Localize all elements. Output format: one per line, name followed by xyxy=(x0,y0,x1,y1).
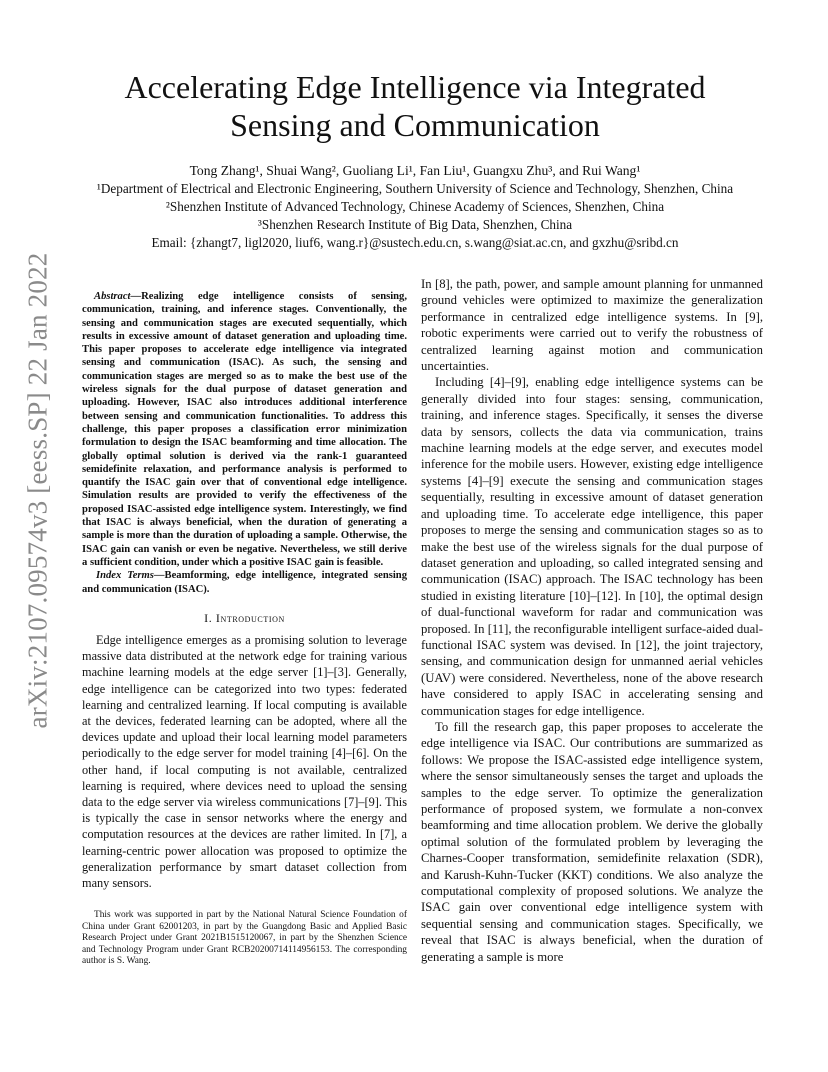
author-names: Tong Zhang¹, Shuai Wang², Guoliang Li¹, Fan Liu¹, Guangxu Zhu³, and Rui Wang¹ xyxy=(189,163,641,178)
right-paragraph-2: Including [4]–[9], enabling edge intelligence systems can be generally divided into four stages: sensing, communication, training, and inference stages. Specifically, it senses the diverse data by sensors, collects the data via communication, trains machine learning models at the edge server, and executes model inference for the mobile users. However, existing edge intelligence systems [4]–[9] execute the sensing and communication stages sequentially, resulting in excessive amount of dataset generation and uploading time. To accelerate edge intelligence, this paper proposes to merge the sensing and communication stages so as to make the best use of the wireless signals for the dual purpose of dataset generation and uploading, so called integrated sensing and communication (ISAC) approach. The ISAC technology has been studied in existing literature [10]–[12]. In [10], the optimal design of dual-functional waveform for radar and communication was proposed. In [11], the reconfigurable intelligent surface-aided dual-functional ISAC system was devised. In [12], the joint trajectory, sensing, and communication design for unmanned aerial vehicles (UAV) were considered. Nevertheless, none of the above research have considered to apply ISAC in accelerating sensing and communication stages for edge intelligence. xyxy=(421,375,763,718)
right-paragraph-1: In [8], the path, power, and sample amount planning for unmanned ground vehicles were optimized to maximize the generalization performance in centralized edge intelligence systems. In [9], robotic experiments were carried out to verify the robustness of centralized learning against motion and communication uncertainties. xyxy=(421,277,763,374)
left-column xyxy=(82,290,407,891)
abstract xyxy=(82,290,407,569)
title-line-2: Sensing and Communication xyxy=(230,107,600,143)
index-terms-lead: Index Terms xyxy=(96,570,154,582)
arxiv-identifier: arXiv:2107.09574v3 [eess.SP] 22 Jan 2022 xyxy=(22,252,53,728)
author-emails: Email: {zhangt7, ligl2020, liuf6, wang.r}@sustech.edu.cn, s.wang@siat.ac.cn, and gxzhu@sribd.cn xyxy=(151,235,679,250)
affiliation-2: ²Shenzhen Institute of Advanced Technology, Chinese Academy of Sciences, Shenzhen, China xyxy=(165,199,665,214)
abstract-text: —Realizing edge intelligence consists of sensing, communication, training, and inference stages. Conventionally, the sensing and communication stages are executed sequentially, which results in excessive amount of dataset generation and uploading time. This paper proposes to accelerate edge intelligence via integrated sensing and communication (ISAC). As such, the sensing and communication stages are merged so as to make the best use of the wireless signals for the dual purpose of dataset generation and uploading. However, ISAC also introduces additional interference between sensing and communication functionalities. To address this challenge, this paper proposes a classification error minimization formulation to design the ISAC beamforming and time allocation. The globally optimal solution is derived via the rank-1 guaranteed semidefinite relaxation, and performance analysis is performed to quantify the ISAC gain over that of conventional edge intelligence. Simulation results are provided to verify the effectiveness of the proposed ISAC-assisted edge intelligence system. Interestingly, we find that ISAC is always beneficial, when the duration of generating a sample is more than the duration of uploading a sample. Otherwise, the ISAC gain can vanish or even be negative. Nevertheless, we still derive a sufficient condition, under which a positive ISAC gain is feasible. xyxy=(82,291,407,568)
right-paragraph-3: To fill the research gap, this paper proposes to accelerate the edge intelligence via ISAC. Our contributions are summarized as follows: We propose the ISAC-assisted edge intelligence system, where the sensor simultaneously senses the target and uploads the samples to the edge server. To optimize the generalization performance of proposed system, we formulate a non-convex beamforming and time allocation problem. We derive the globally optimal solution of the formulated problem by leveraging the Charnes-Cooper transformation, semidefinite relaxation (SDR), and Karush-Kuhn-Tucker (KKT) conditions. We also analyze the computational complexity of proposed solutions. We analyze the ISAC gain over conventional edge intelligence system with sequential sensing and communication stages. Specifically, we reveal that ISAC is always beneficial, when the duration of generating a sample is more xyxy=(421,719,763,964)
abstract-lead: Abstract xyxy=(94,291,131,302)
affiliation-3: ³Shenzhen Research Institute of Big Data, Shenzhen, China xyxy=(257,217,573,232)
index-terms-text: —Beamforming, edge intelligence, integrated sensing and communication (ISAC). xyxy=(82,570,407,595)
arxiv-sidebar xyxy=(10,252,66,728)
paper-title xyxy=(60,68,770,144)
funding-footnote: This work was supported in part by the National Natural Science Foundation of China under Grant 62001203, in part by the Guangdong Basic and Applied Basic Research Project under Grant 2021B1515120067, in part by the Shenzhen Science and Technology Program under Grant RCB20200714114956153. The corresponding author is S. Wang. xyxy=(82,910,407,967)
title-line-1: Accelerating Edge Intelligence via Integrated xyxy=(124,69,706,105)
author-block xyxy=(60,162,770,252)
intro-paragraph-1: Edge intelligence emerges as a promising solution to leverage massive data distributed at the network edge for training various machine learning models at the edge server [1]–[3]. Generally, edge intelligence can be categorized into two types: federated learning and centralized learning. If local computing is available at the devices, federated learning can be adopted, where all the devices update and upload their local learning model parameters periodically to the edge server for model training [4]–[6]. On the other hand, if local computing is not available, centralized learning is required, where devices need to upload the sensing data to the edge server via wireless communications [7]–[9]. This is typically the case in sensor networks where the energy and computation resources at the devices are rather limited. In [7], a learning-centric power allocation was proposed to optimize the generalization performance by smart dataset collection from many sensors. xyxy=(82,633,407,891)
index-terms xyxy=(82,569,407,596)
right-column xyxy=(421,276,763,965)
section-heading-introduction: I. Introduction xyxy=(204,610,285,625)
affiliation-1: ¹Department of Electrical and Electronic Engineering, Southern University of Science and Technology, Shenzhen, China xyxy=(96,181,734,196)
